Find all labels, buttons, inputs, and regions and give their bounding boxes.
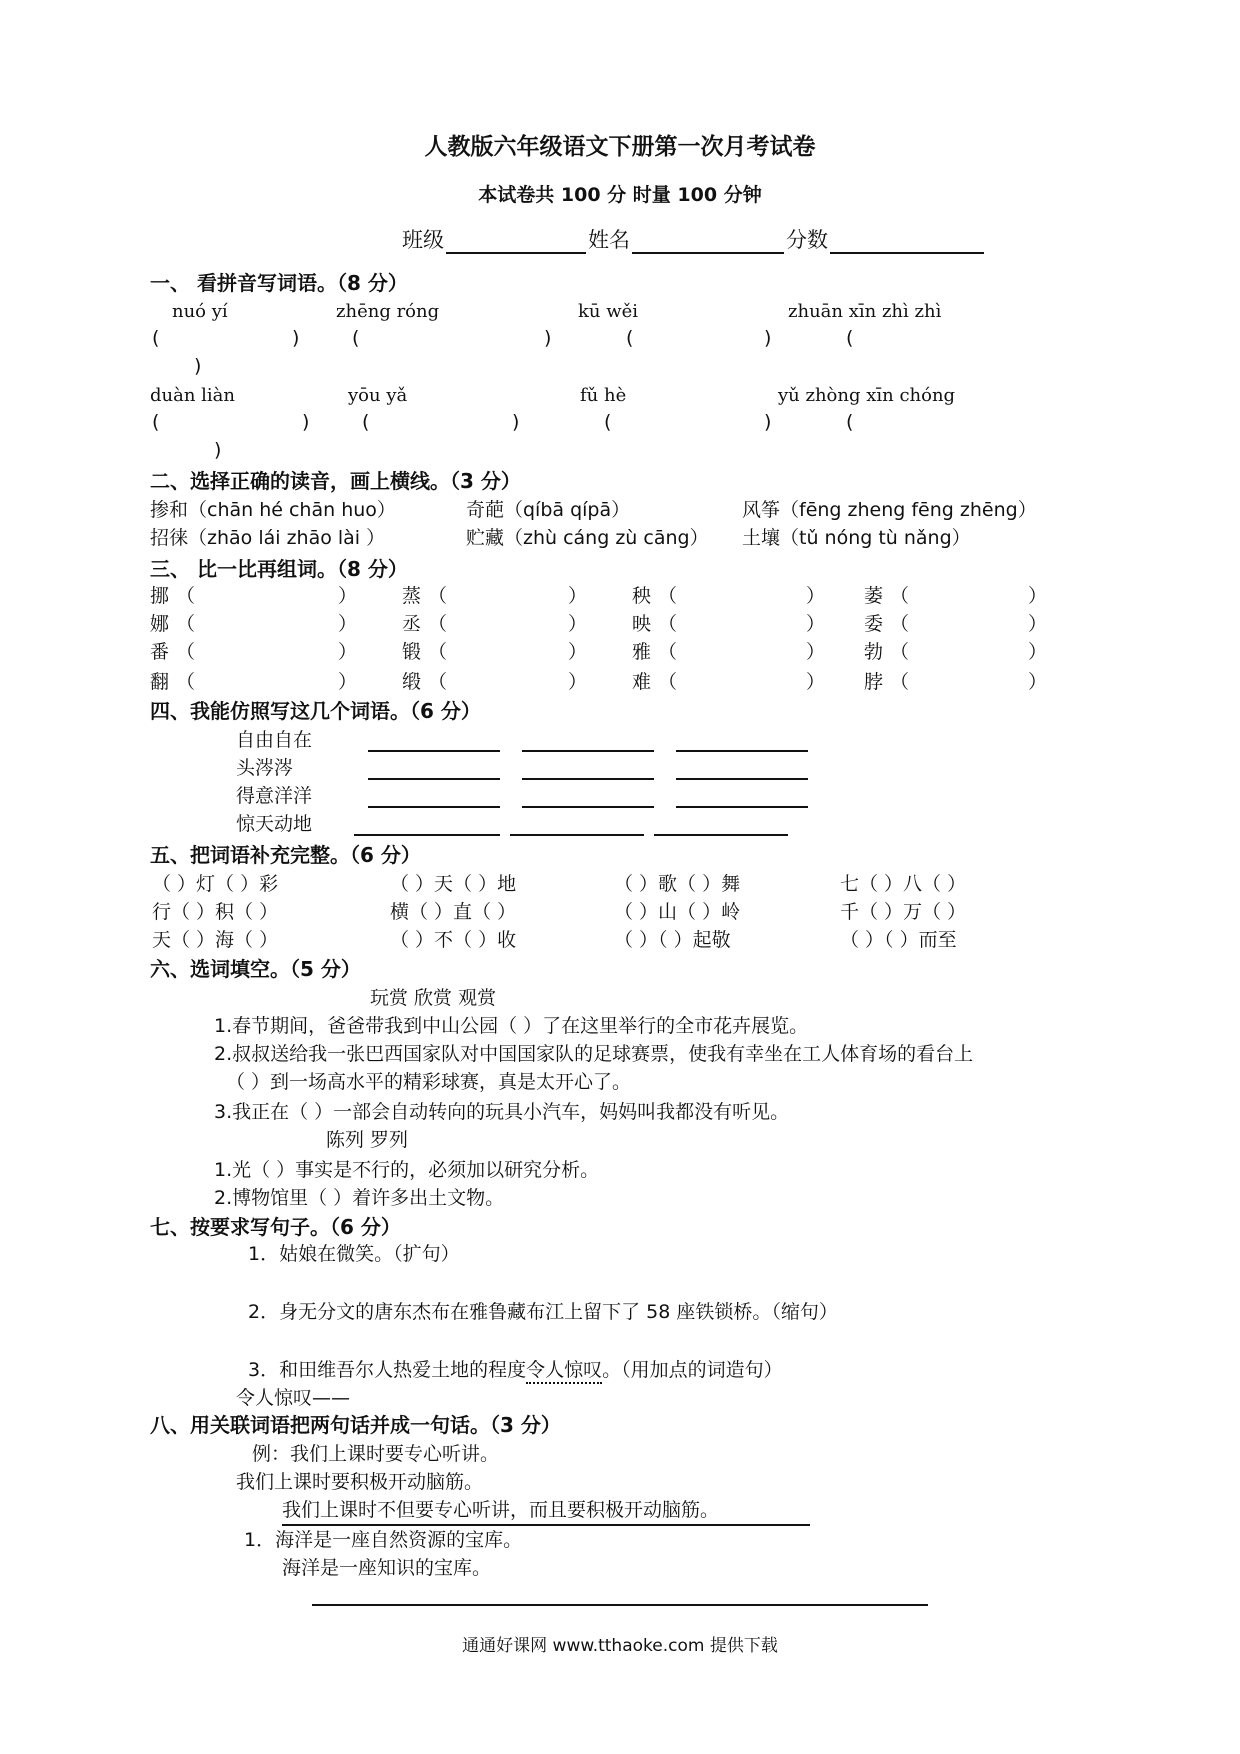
fill-question: 3.我正在（ ）一部会自动转向的玩具小汽车，妈妈叫我都没有听见。	[214, 1101, 790, 1123]
section-8-heading: 八、用关联词语把两句话并成一句话。（3 分）	[150, 1413, 561, 1437]
answer-open: （	[428, 585, 448, 607]
answer-line[interactable]	[522, 778, 654, 780]
name-label: 姓名	[588, 228, 630, 252]
answer-close: )	[194, 355, 202, 377]
compare-char: 锻	[402, 641, 422, 663]
example-answer: 我们上课时不但要专心听讲，而且要积极开动脑筋。	[282, 1498, 810, 1526]
answer-line[interactable]	[522, 806, 654, 808]
section-3-heading: 三、 比一比再组词。（8 分）	[150, 557, 408, 581]
example-line: 我们上课时要积极开动脑筋。	[236, 1471, 484, 1493]
answer-open: （	[658, 613, 678, 635]
idiom-blank[interactable]: （ ）歌（ ）舞	[614, 873, 741, 895]
compare-char: 丞	[402, 613, 422, 635]
answer-close: ）	[338, 585, 358, 607]
answer-open: （	[176, 585, 196, 607]
answer-close: )	[512, 411, 520, 433]
pinyin-6: yōu yǎ	[348, 385, 408, 406]
answer-open: （	[658, 585, 678, 607]
answer-close: ）	[568, 641, 588, 663]
example-line: 例：我们上课时要专心听讲。	[252, 1443, 500, 1465]
answer-open: （	[890, 671, 910, 693]
answer-close: ）	[1028, 641, 1048, 663]
fill-question: 1.光（ ）事实是不行的，必须加以研究分析。	[214, 1159, 600, 1181]
compare-char: 雅	[632, 641, 652, 663]
idiom-blank[interactable]: （ ）天（ ）地	[390, 873, 517, 895]
reading-item: 土壤（tǔ nóng tù nǎng）	[742, 527, 971, 549]
answer-close: ）	[1028, 585, 1048, 607]
section-6-heading: 六、选词填空。（5 分）	[150, 957, 361, 981]
compare-char: 难	[632, 671, 652, 693]
answer-line[interactable]	[676, 806, 808, 808]
answer-line[interactable]	[654, 834, 788, 836]
answer-line[interactable]	[510, 834, 644, 836]
reading-item: 贮藏（zhù cáng zù cāng）	[466, 527, 709, 549]
footer-text: 通通好课网 www.tthaoke.com 提供下载	[462, 1636, 778, 1656]
answer-open: (	[846, 411, 854, 433]
class-field[interactable]	[446, 252, 586, 254]
pinyin-5: duàn liàn	[150, 385, 235, 406]
word-choices: 陈列 罗列	[326, 1129, 409, 1151]
idiom-blank[interactable]: （ ）（ ）而至	[840, 929, 957, 951]
idiom-blank[interactable]: （ ）山（ ）岭	[614, 901, 741, 923]
word-choices: 玩赏 欣赏 观赏	[370, 987, 497, 1009]
dotted-word: 令人惊叹	[526, 1359, 602, 1384]
pinyin-2: zhēng róng	[336, 301, 440, 322]
answer-open: （	[890, 641, 910, 663]
answer-open: （	[890, 613, 910, 635]
fill-question: 2.叔叔送给我一张巴西国家队对中国国家队的足球赛票，使我有幸坐在工人体育场的看台上	[214, 1043, 974, 1065]
fill-question: （ ）到一场高水平的精彩球赛，真是太开心了。	[226, 1071, 632, 1093]
model-word: 惊天动地	[236, 813, 313, 835]
merge-question: 海洋是一座知识的宝库。	[282, 1557, 492, 1579]
answer-close: ）	[568, 613, 588, 635]
name-field[interactable]	[632, 252, 784, 254]
answer-line[interactable]	[368, 806, 500, 808]
compare-char: 娜	[150, 613, 170, 635]
answer-open: （	[176, 641, 196, 663]
answer-close: )	[764, 327, 772, 349]
sentence-prompt: 令人惊叹——	[236, 1387, 351, 1409]
model-word: 自由自在	[236, 729, 313, 751]
compare-char: 蒸	[402, 585, 422, 607]
answer-open: (	[604, 411, 612, 433]
compare-char: 映	[632, 613, 652, 635]
answer-close: ）	[338, 613, 358, 635]
answer-close: ）	[1028, 613, 1048, 635]
answer-close: ）	[806, 613, 826, 635]
answer-line[interactable]	[368, 750, 500, 752]
answer-open: （	[176, 671, 196, 693]
answer-open: (	[362, 411, 370, 433]
answer-open: (	[846, 327, 854, 349]
answer-open: （	[428, 671, 448, 693]
reading-item: 掺和（chān hé chān huo）	[150, 499, 396, 521]
fill-question: 2.博物馆里（ ）着许多出土文物。	[214, 1187, 505, 1209]
pinyin-8: yǔ zhòng xīn chóng	[778, 385, 956, 406]
answer-open: （	[428, 641, 448, 663]
compare-char: 委	[864, 613, 884, 635]
merge-question: 1．海洋是一座自然资源的宝库。	[244, 1529, 523, 1551]
pinyin-3: kū wěi	[578, 301, 639, 322]
answer-line[interactable]	[676, 778, 808, 780]
answer-close: ）	[806, 585, 826, 607]
idiom-blank[interactable]: 天（ ）海（ ）	[152, 929, 279, 951]
answer-line[interactable]	[354, 834, 500, 836]
score-label: 分数	[786, 228, 828, 252]
pinyin-4: zhuān xīn zhì zhì	[788, 301, 942, 322]
pinyin-1: nuó yí	[172, 301, 228, 322]
answer-close: ）	[806, 641, 826, 663]
section-4-heading: 四、我能仿照写这几个词语。（6 分）	[150, 699, 481, 723]
compare-char: 萎	[864, 585, 884, 607]
idiom-blank[interactable]: 行（ ）积（ ）	[152, 901, 279, 923]
answer-close: ）	[806, 671, 826, 693]
answer-close: ）	[568, 671, 588, 693]
idiom-blank[interactable]: （ ）（ ）起敬	[614, 929, 731, 951]
pinyin-7: fǔ hè	[580, 385, 627, 406]
score-field[interactable]	[830, 252, 984, 254]
answer-close: )	[214, 439, 222, 461]
answer-open: （	[890, 585, 910, 607]
compare-char: 勃	[864, 641, 884, 663]
class-label: 班级	[402, 228, 444, 252]
answer-close: )	[764, 411, 772, 433]
answer-close: )	[544, 327, 552, 349]
compare-char: 秧	[632, 585, 652, 607]
answer-close: )	[302, 411, 310, 433]
sentence-question: 1．姑娘在微笑。（扩句）	[248, 1243, 460, 1265]
sentence-question	[248, 1358, 783, 1382]
reading-item: 风筝（fēng zheng fēng zhēng）	[742, 499, 1037, 521]
fill-question: 1.春节期间，爸爸带我到中山公园（ ）了在这里举行的全市花卉展览。	[214, 1015, 809, 1037]
idiom-blank[interactable]: 横（ ）直（ ）	[390, 901, 517, 923]
page-subtitle: 本试卷共 100 分 时量 100 分钟	[478, 184, 762, 206]
reading-item: 奇葩（qíbā qípā）	[466, 499, 631, 521]
answer-close: )	[292, 327, 300, 349]
section-5-heading: 五、把词语补充完整。（6 分）	[150, 843, 421, 867]
page-title: 人教版六年级语文下册第一次月考试卷	[424, 134, 816, 160]
footer-divider	[312, 1604, 928, 1606]
idiom-blank[interactable]: 千（ ）万（ ）	[840, 901, 967, 923]
answer-line[interactable]	[676, 750, 808, 752]
answer-open: (	[352, 327, 360, 349]
compare-char: 翻	[150, 671, 170, 693]
answer-line[interactable]	[368, 778, 500, 780]
answer-open: （	[428, 613, 448, 635]
answer-close: ）	[338, 641, 358, 663]
answer-open: (	[152, 327, 160, 349]
section-1-heading: 一、 看拼音写词语。（8 分）	[150, 271, 408, 295]
answer-open: (	[626, 327, 634, 349]
answer-line[interactable]	[522, 750, 654, 752]
question-text: 。（用加点的词造句）	[602, 1359, 783, 1381]
idiom-blank[interactable]: （ ）不（ ）收	[390, 929, 517, 951]
compare-char: 脖	[864, 671, 884, 693]
model-word: 头涔涔	[236, 757, 294, 779]
answer-open: （	[658, 641, 678, 663]
answer-open: （	[176, 613, 196, 635]
answer-close: ）	[568, 585, 588, 607]
reading-item: 招徕（zhāo lái zhāo lài ）	[150, 527, 386, 549]
answer-open: (	[152, 411, 160, 433]
idiom-blank[interactable]: （ ）灯（ ）彩	[152, 873, 279, 895]
compare-char: 缎	[402, 671, 422, 693]
section-2-heading: 二、选择正确的读音，画上横线。（3 分）	[150, 469, 521, 493]
answer-open: （	[658, 671, 678, 693]
idiom-blank[interactable]: 七（ ）八（ ）	[840, 873, 967, 895]
question-text: 3．和田维吾尔人热爱土地的程度	[248, 1359, 527, 1381]
section-7-heading: 七、按要求写句子。（6 分）	[150, 1215, 401, 1239]
compare-char: 挪	[150, 585, 170, 607]
model-word: 得意洋洋	[236, 785, 313, 807]
sentence-question: 2．身无分文的唐东杰布在雅鲁藏布江上留下了 58 座铁锁桥。（缩句）	[248, 1301, 838, 1323]
answer-close: ）	[1028, 671, 1048, 693]
answer-close: ）	[338, 671, 358, 693]
compare-char: 番	[150, 641, 170, 663]
